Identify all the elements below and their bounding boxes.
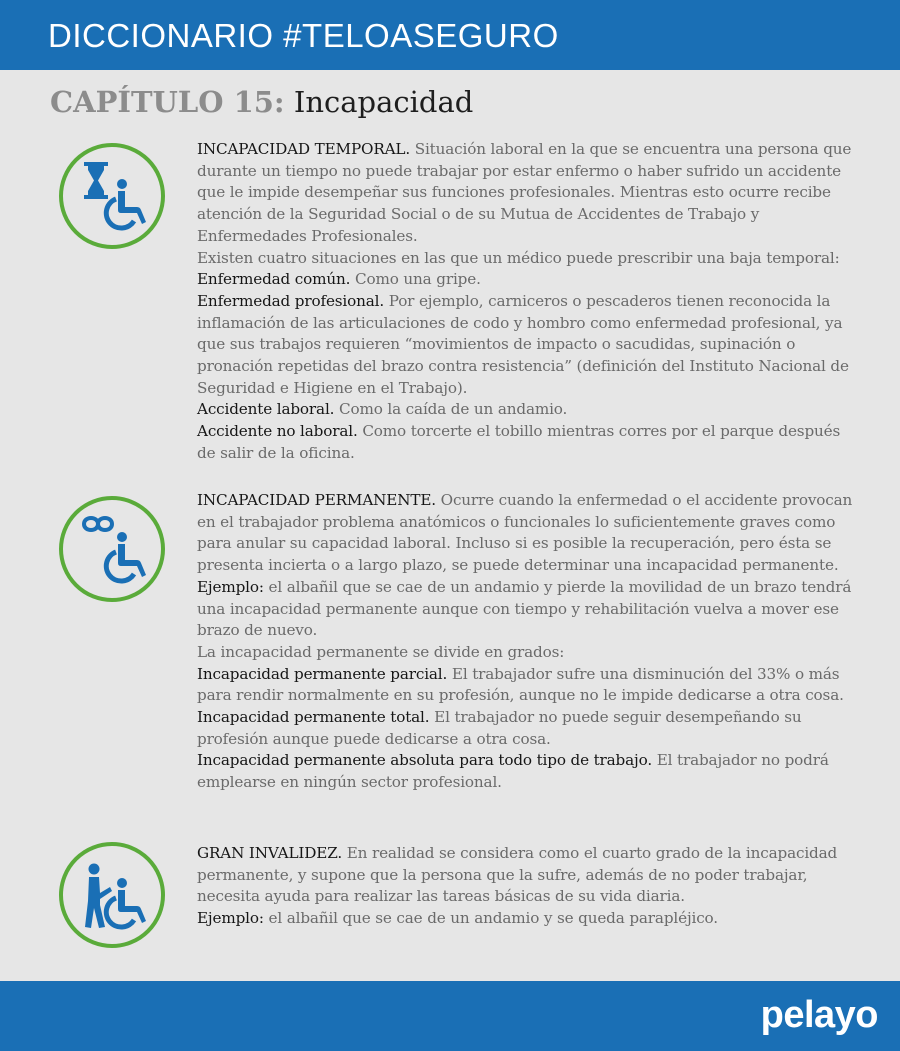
chapter-number: CAPÍTULO 15: (50, 85, 285, 119)
paragraph: Accidente no laboral. Como torcerte el tobillo mientras corres por el parque después de salir de la oficina. (197, 422, 841, 462)
paragraph: Enfermedad profesional. Por ejemplo, carniceros o pescaderos tienen reconocida la inflamación de las articulaciones de codo y hombro como enfermedad profesional, ya que sus trabajos requieren “movimientos de impacto o sacudidas, supinación o pronación repetidas del brazo contra resistencia” (definición del Instituto Nacional de Seguridad e Higiene en el Trabajo). (197, 291, 849, 397)
section-permanente (197, 490, 857, 794)
paragraph: Incapacidad permanente absoluta para todo tipo de trabajo. El trabajador no podrá emplearse en ningún sector profesional. (197, 751, 829, 792)
chapter-name: Incapacidad (293, 85, 474, 119)
assisted-wheelchair-icon (58, 841, 166, 949)
pelayo-logo: pelayo (760, 994, 878, 1036)
hourglass-wheelchair-icon (58, 142, 166, 250)
paragraph: INCAPACIDAD PERMANENTE. Ocurre cuando la enfermedad o el accidente provocan en el trabajador problema anatómicos o funcionales lo suficientemente graves como para anular su capacidad laboral. Incluso si es posible la recuperación, pero ésta se presenta incierta o a largo plazo, se puede determinar una incapacidad permanente. (197, 491, 853, 575)
header-title: DICCIONARIO #TELOASEGURO (48, 17, 559, 54)
infinity-wheelchair-icon (58, 495, 166, 603)
chapter-title (50, 84, 473, 120)
paragraph: GRAN INVALIDEZ. En realidad se considera como el cuarto grado de la incapacidad permanente, y supone que la persona que la sufre, además de no poder trabajar, necesita ayuda para realizar las tareas básicas de su vida diaria. (197, 844, 838, 906)
paragraph: Incapacidad permanente parcial. El trabajador sufre una disminución del 33% o más para rendir normalmente en su profesión, aunque no le impide dedicarse a otra cosa. (197, 664, 844, 705)
footer-bar (0, 981, 900, 1051)
paragraph: La incapacidad permanente se divide en grados: (197, 642, 565, 661)
paragraph: Ejemplo: el albañil que se cae de un andamio y se queda parapléjico. (197, 909, 718, 928)
paragraph: INCAPACIDAD TEMPORAL. Situación laboral en la que se encuentra una persona que durante un tiempo no puede trabajar por estar enfermo o haber sufrido un accidente que le impide desempeñar sus funciones profesionales. Mientras esto ocurre recibe atención de la Seguridad Social o de su Mutua de Accidentes de Trabajo y Enfermedades Profesionales. (197, 140, 852, 245)
paragraph: Ejemplo: el albañil que se cae de un andamio y pierde la movilidad de un brazo tendrá una incapacidad permanente aunque con tiempo y rehabilitación vuelva a mover ese brazo de nuevo. (197, 577, 852, 640)
paragraph: Incapacidad permanente total. El trabajador no puede seguir desempeñando su profesión aunque puede dedicarse a otra cosa. (197, 708, 802, 748)
paragraph: Existen cuatro situaciones en las que un médico puede prescribir una baja temporal: (197, 248, 840, 267)
paragraph: Accidente laboral. Como la caída de un andamio. (197, 400, 568, 419)
header-bar (0, 0, 900, 70)
section-temporal (197, 139, 857, 465)
section-gran-invalidez (197, 843, 857, 930)
paragraph: Enfermedad común. Como una gripe. (197, 270, 481, 289)
